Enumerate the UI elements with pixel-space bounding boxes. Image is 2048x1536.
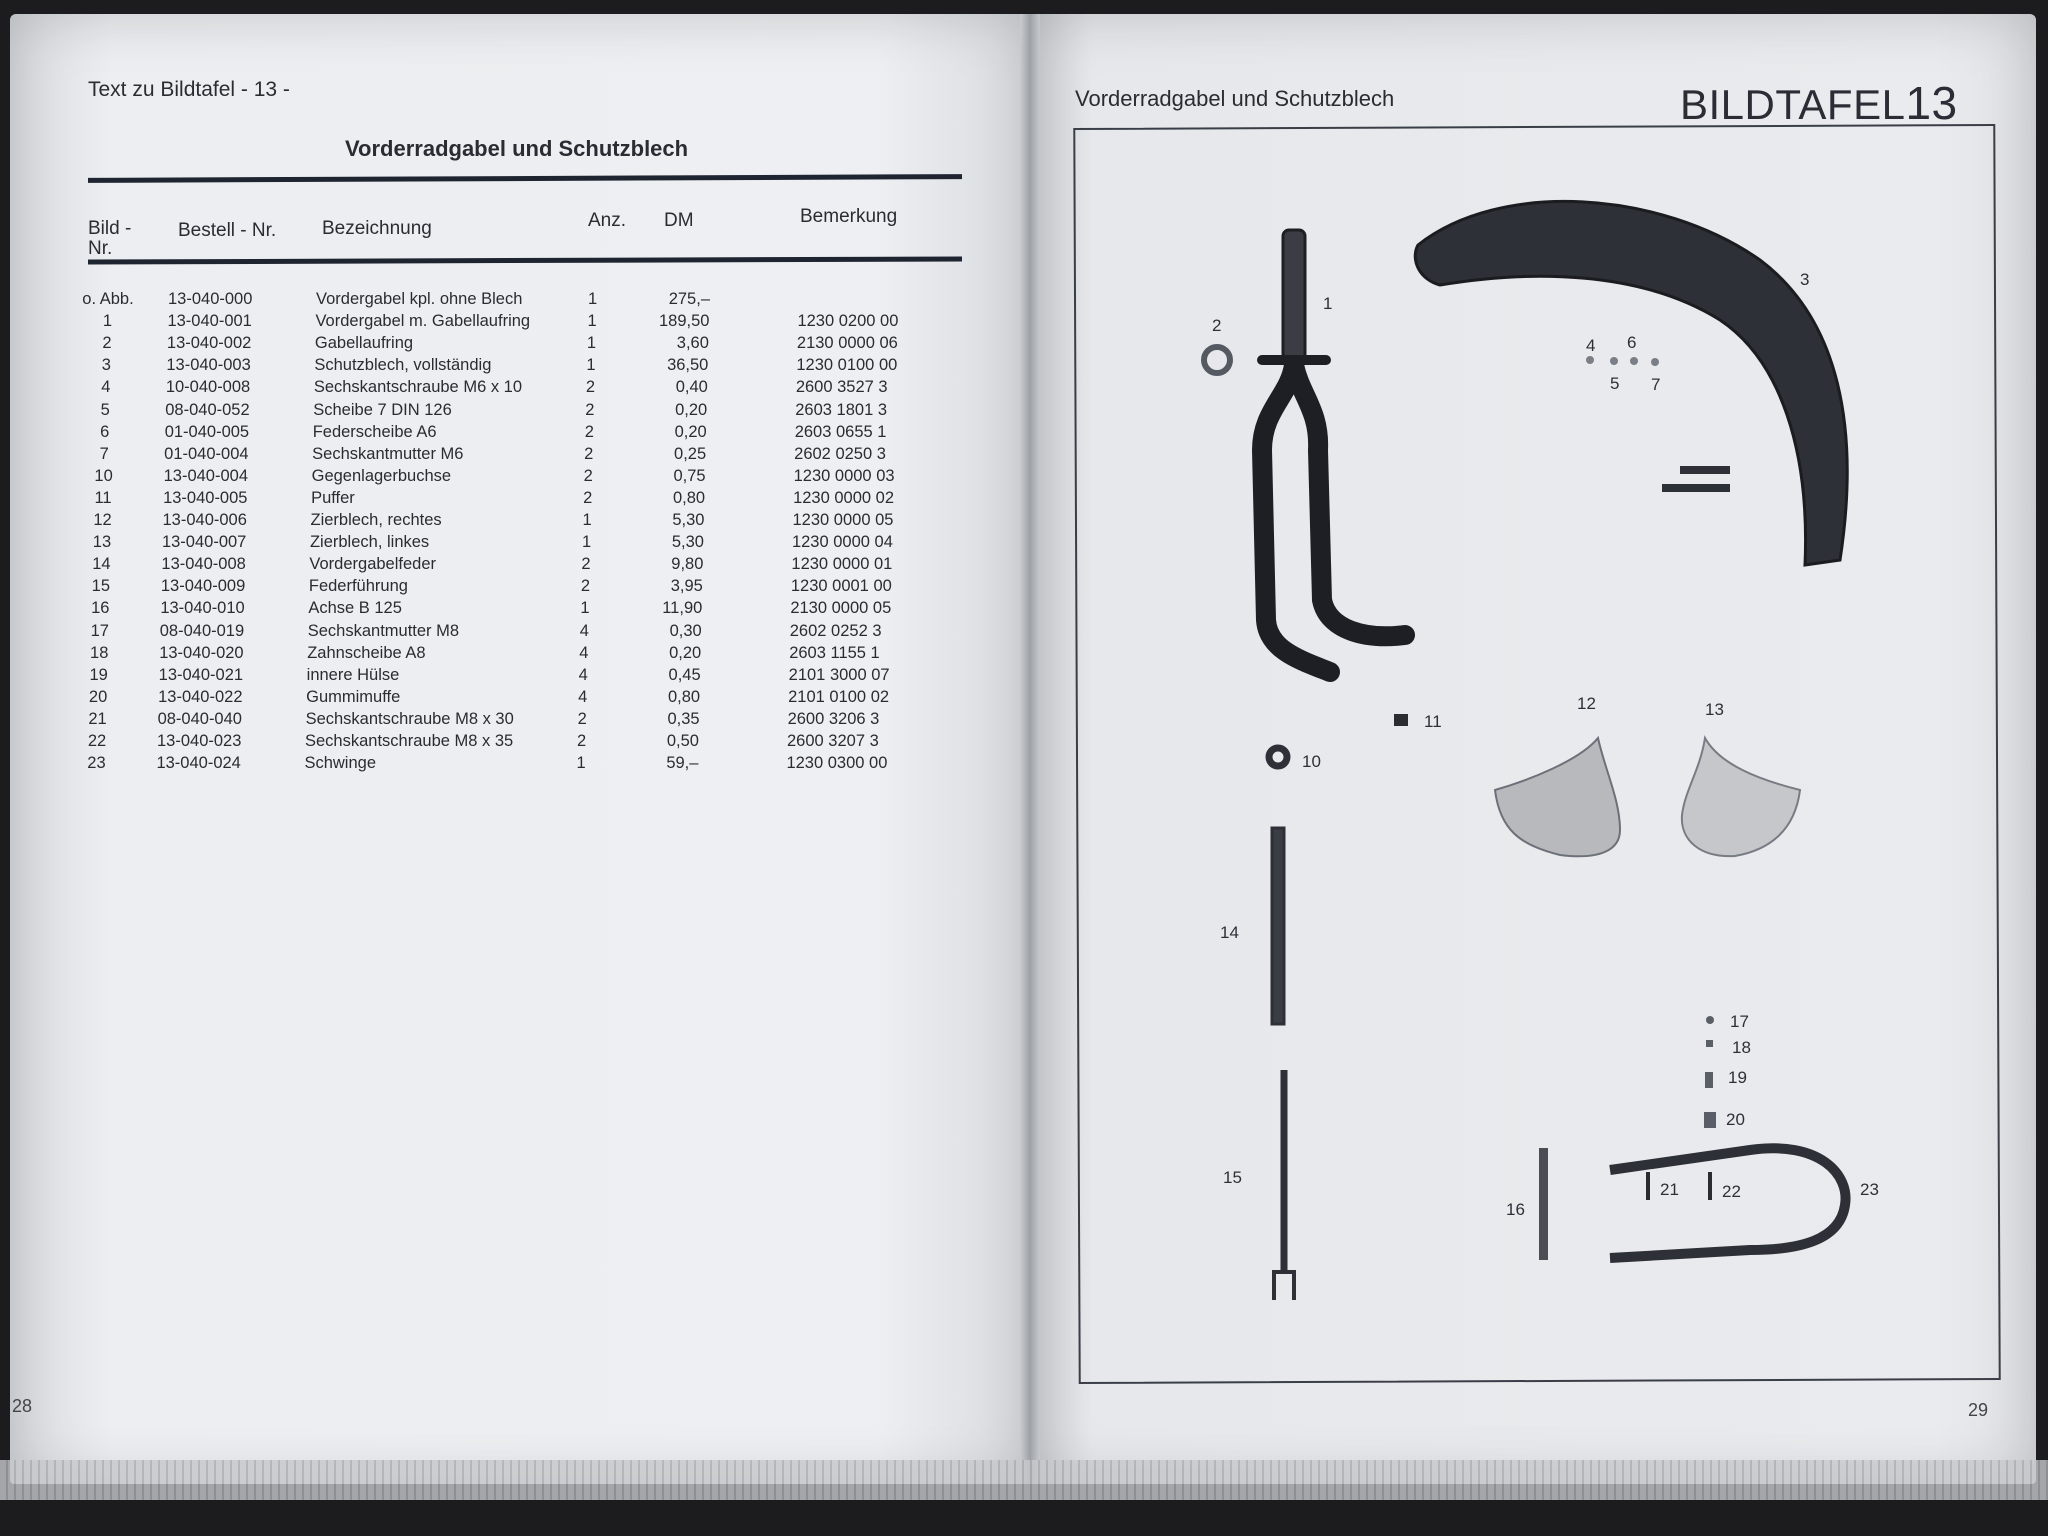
cell-dm: 0,50 [666, 732, 699, 750]
cell-bild: 6 [100, 422, 110, 441]
cell-dm: 11,90 [662, 599, 703, 618]
cell-bild: 10 [94, 466, 113, 485]
cell-bemerkung: 1230 0000 01 [791, 555, 893, 574]
cell-bezeichnung: Sechskantmutter M6 [312, 444, 464, 463]
cell-bestell: 10-040-008 [165, 378, 251, 397]
cell-bemerkung: 2603 1155 1 [789, 643, 880, 662]
left-page-number: 28 [12, 1396, 33, 1416]
callout-21: 21 [1660, 1180, 1679, 1199]
cell-bestell: 01-040-005 [164, 422, 250, 441]
callout-11: 11 [1424, 712, 1442, 731]
callout-10: 10 [1302, 752, 1321, 771]
cell-bemerkung: 2101 0100 02 [788, 687, 890, 706]
cell-dm: 275,– [668, 290, 710, 308]
cell-bestell: 13-040-023 [157, 732, 242, 750]
cell-bezeichnung: Sechskantschraube M8 x 30 [305, 709, 514, 728]
cell-dm: 0,20 [669, 643, 702, 662]
cell-bezeichnung: Federscheibe A6 [312, 422, 437, 441]
callout-12: 12 [1577, 694, 1596, 713]
col-header-bild: Bild - [88, 218, 132, 239]
cover-right-drawing [1495, 738, 1620, 856]
callout-5: 5 [1610, 374, 1620, 393]
swingarm-hardware-drawing [1704, 1016, 1716, 1128]
plate-number: 13 [1905, 77, 1958, 129]
callout-7: 7 [1651, 375, 1661, 394]
callout-6: 6 [1627, 333, 1637, 352]
cell-anz: 4 [578, 687, 588, 706]
cell-bemerkung: 2603 1801 3 [795, 400, 888, 419]
cell-bemerkung: 1230 0000 05 [792, 511, 894, 529]
cell-bezeichnung: Zierblech, linkes [309, 533, 430, 552]
spring-guide-drawing [1274, 1070, 1294, 1300]
plate-title: Vorderradgabel und Schutzblech [1075, 86, 1395, 111]
cell-anz: 1 [588, 290, 598, 308]
cell-bemerkung: 1230 0000 02 [793, 488, 894, 507]
axle-drawing [1539, 1148, 1548, 1260]
cell-bestell: 13-040-022 [158, 687, 243, 706]
cell-bezeichnung: innere Hülse [306, 665, 400, 684]
cell-bezeichnung: Sechskantmutter M8 [307, 621, 460, 640]
cell-bild: 13 [92, 533, 112, 552]
cell-bild: 16 [91, 599, 110, 618]
mudguard-drawing [1415, 201, 1847, 565]
cell-bemerkung: 2130 0000 06 [796, 334, 898, 353]
callout-20: 20 [1726, 1110, 1745, 1129]
cell-dm: 9,80 [671, 555, 704, 574]
cell-bezeichnung: Puffer [311, 488, 355, 507]
cell-anz: 2 [577, 732, 587, 750]
callout-18: 18 [1732, 1038, 1751, 1057]
callout-2: 2 [1212, 316, 1222, 335]
cell-bild: 19 [89, 665, 108, 684]
cell-bemerkung: 2603 0655 1 [794, 422, 887, 441]
cell-bezeichnung: Zierblech, rechtes [310, 511, 442, 529]
cell-anz: 1 [582, 511, 592, 529]
cell-bild: o. Abb. [82, 290, 134, 308]
buffer-drawing [1394, 714, 1408, 726]
cell-bestell: 13-040-003 [166, 356, 251, 375]
cell-anz: 2 [577, 709, 587, 728]
cell-dm: 189,50 [658, 312, 710, 331]
cell-bemerkung: 1230 0000 04 [791, 533, 893, 552]
cell-anz: 2 [580, 577, 591, 596]
plate-label: BILDTAFEL [1680, 81, 1906, 128]
cell-dm: 0,80 [667, 687, 701, 706]
cell-anz: 4 [579, 643, 589, 662]
callout-1: 1 [1323, 294, 1333, 313]
cell-dm: 59,– [666, 754, 699, 773]
cell-bemerkung: 2130 0000 05 [790, 599, 892, 618]
cell-anz: 1 [581, 533, 592, 552]
cell-bestell: 08-040-019 [159, 621, 245, 640]
cell-anz: 2 [581, 555, 591, 574]
cell-bemerkung: 2602 0250 3 [794, 444, 886, 463]
cell-bezeichnung: Vordergabel m. Gabellaufring [315, 312, 531, 331]
cell-bestell: 13-040-020 [159, 643, 244, 662]
bushing-drawing [1269, 748, 1287, 766]
front-fork-drawing [1262, 230, 1405, 672]
callout-16: 16 [1506, 1200, 1525, 1219]
cell-bild: 18 [90, 643, 109, 662]
cell-bestell: 13-040-008 [161, 555, 246, 574]
col-header-dm: DM [664, 210, 694, 231]
cell-bild: 11 [94, 488, 112, 507]
cell-bemerkung: 1230 0100 00 [796, 356, 898, 375]
cell-bestell: 13-040-021 [158, 665, 244, 684]
cell-bemerkung: 2600 3527 3 [795, 378, 888, 397]
cell-anz: 1 [576, 754, 586, 773]
cell-anz: 1 [587, 312, 597, 331]
cell-bestell: 08-040-052 [165, 400, 250, 419]
cell-bezeichnung: Sechskantschraube M8 x 35 [305, 732, 514, 750]
cell-bemerkung: 1230 0200 00 [797, 312, 899, 331]
cell-bestell: 01-040-004 [164, 444, 249, 463]
cell-bild: 7 [99, 444, 109, 463]
cell-bezeichnung: Gummimuffe [306, 687, 401, 706]
section-title: Vorderradgabel und Schutzblech [345, 136, 689, 161]
cell-anz: 2 [585, 378, 595, 397]
callout-23: 23 [1860, 1180, 1879, 1199]
cell-bemerkung: 2101 3000 07 [788, 665, 890, 684]
cell-anz: 1 [580, 599, 590, 618]
cell-bild: 23 [87, 754, 106, 773]
cell-dm: 0,75 [673, 466, 706, 485]
cell-bemerkung: 2600 3206 3 [787, 709, 880, 728]
cell-bestell: 13-040-009 [160, 577, 246, 596]
cell-bild: 22 [87, 732, 107, 750]
callout-3: 3 [1800, 270, 1810, 289]
cell-bild: 2 [102, 334, 112, 353]
cell-bemerkung: 1230 0300 00 [786, 754, 888, 773]
swingarm-drawing [1610, 1148, 1846, 1258]
cell-bild: 4 [101, 378, 111, 397]
swingarm-bolts-drawing [1648, 1172, 1710, 1200]
cell-bild: 12 [93, 511, 112, 529]
cell-bild: 21 [88, 709, 107, 728]
cell-anz: 2 [584, 444, 594, 463]
cell-bezeichnung: Achse B 125 [308, 599, 402, 618]
cell-bestell: 13-040-004 [163, 466, 249, 485]
cell-bild: 5 [100, 400, 110, 419]
cell-bezeichnung: Federführung [308, 577, 408, 596]
callout-17: 17 [1730, 1012, 1749, 1031]
cell-bestell: 08-040-040 [157, 709, 242, 728]
cell-bestell: 13-040-000 [168, 290, 253, 308]
cell-bild: 17 [90, 621, 109, 640]
cell-dm: 0,20 [674, 422, 707, 441]
right-page-number: 29 [1968, 1400, 1989, 1420]
cell-dm: 0,30 [669, 621, 702, 640]
cell-dm: 0,40 [675, 378, 708, 397]
cell-bezeichnung: Vordergabelfeder [309, 555, 437, 574]
cell-bestell: 13-040-010 [160, 599, 245, 618]
cell-bestell: 13-040-001 [167, 312, 252, 331]
cell-anz: 1 [586, 334, 597, 353]
cell-dm: 36,50 [667, 356, 709, 375]
col-header-bemerkung: Bemerkung [800, 206, 898, 227]
cover-left-drawing [1682, 738, 1800, 856]
fork-spring-drawing [1272, 828, 1284, 1024]
cell-anz: 1 [586, 356, 596, 375]
cell-dm: 3,60 [676, 334, 709, 353]
cell-dm: 0,25 [674, 444, 707, 463]
cell-anz: 2 [585, 400, 595, 419]
small-hardware-drawing [1586, 356, 1659, 366]
cell-bezeichnung: Schutzblech, vollständig [314, 356, 492, 375]
cell-bestell: 13-040-005 [163, 488, 248, 507]
cell-dm: 5,30 [671, 533, 704, 552]
callout-4: 4 [1586, 336, 1596, 355]
cell-dm: 0,45 [668, 665, 701, 684]
cell-bezeichnung: Zahnscheibe A8 [307, 643, 426, 662]
callout-13: 13 [1705, 700, 1724, 719]
cell-bemerkung: 2600 3207 3 [787, 732, 879, 750]
cell-anz: 2 [583, 488, 593, 507]
col-header-bild-nr: Nr. [88, 238, 113, 259]
cell-bestell: 13-040-006 [162, 511, 247, 529]
cell-dm: 0,35 [667, 709, 700, 728]
cell-bemerkung: 2602 0252 3 [789, 621, 882, 640]
cell-dm: 0,20 [675, 400, 708, 419]
cell-bestell: 13-040-002 [166, 334, 252, 353]
col-header-bestell: Bestell - Nr. [178, 220, 277, 241]
cell-bild: 15 [91, 577, 111, 596]
cell-anz: 4 [578, 665, 588, 684]
cell-bestell: 13-040-007 [161, 533, 247, 552]
cell-bezeichnung: Sechskantschraube M6 x 10 [313, 378, 523, 397]
cell-bezeichnung: Gegenlagerbuchse [311, 466, 452, 485]
cell-dm: 5,30 [672, 511, 705, 529]
cell-dm: 3,95 [670, 577, 703, 596]
cell-bild: 3 [101, 356, 111, 375]
cell-bemerkung: 1230 0000 03 [793, 466, 895, 485]
steering-ring-drawing [1204, 347, 1230, 373]
cell-dm: 0,80 [672, 488, 706, 507]
cell-anz: 2 [583, 466, 593, 485]
col-header-anz: Anz. [588, 210, 627, 231]
cell-bild: 1 [102, 312, 113, 331]
cell-bezeichnung: Vordergabel kpl. ohne Blech [316, 290, 523, 308]
callout-14: 14 [1220, 923, 1239, 942]
cell-bezeichnung: Gabellaufring [314, 334, 414, 353]
callout-22: 22 [1722, 1182, 1741, 1201]
cell-bestell: 13-040-024 [156, 754, 241, 773]
cell-bemerkung: 1230 0001 00 [790, 577, 892, 596]
callout-15: 15 [1223, 1168, 1242, 1187]
cell-bild: 20 [88, 687, 108, 706]
callout-19: 19 [1728, 1068, 1747, 1087]
cell-bezeichnung: Scheibe 7 DIN 126 [313, 400, 452, 419]
cell-anz: 2 [584, 422, 594, 441]
cell-bild: 14 [92, 555, 111, 574]
left-header: Text zu Bildtafel - 13 - [88, 78, 290, 101]
cell-bezeichnung: Schwinge [304, 754, 376, 773]
col-header-bezeichnung: Bezeichnung [322, 218, 432, 239]
cell-anz: 4 [579, 621, 589, 640]
